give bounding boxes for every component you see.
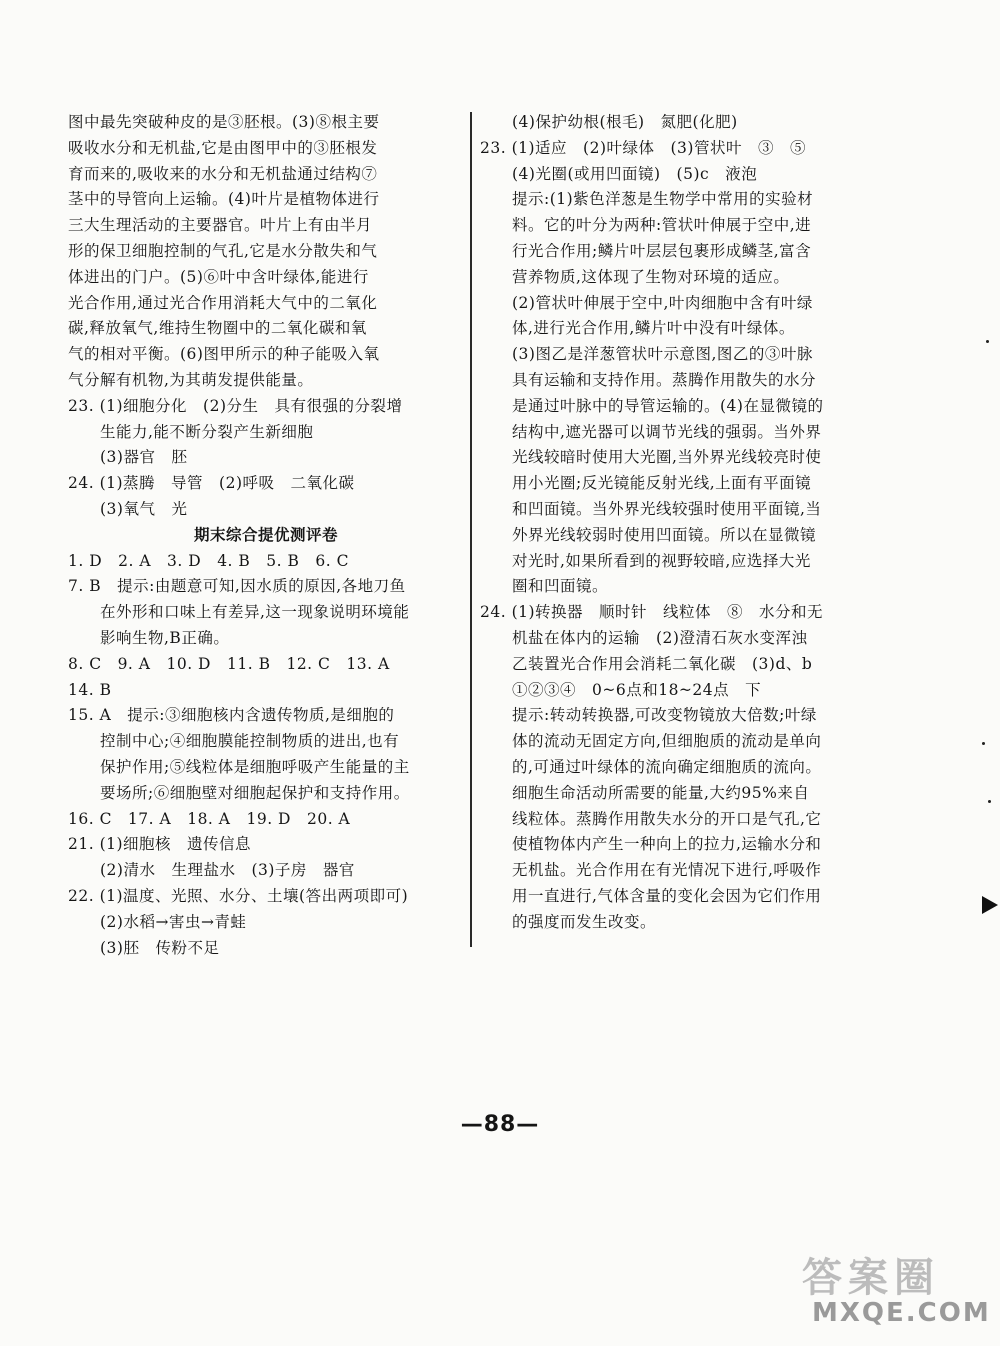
text-line: 形的保卫细胞控制的气孔,它是水分散失和气 (68, 241, 378, 260)
scan-speck (982, 742, 985, 745)
text-line: 无机盐。光合作用在有光情况下进行,呼吸作 (480, 861, 822, 880)
watermark-top-text: 答案圈 (802, 1255, 940, 1301)
left-column (68, 110, 464, 961)
text-line: (4)保护幼根(根毛) 氮肥(化肥) (480, 113, 738, 131)
text-line: 生能力,能不断分裂产生新细胞 (68, 422, 314, 441)
text-line: 22. (1)温度、光照、水分、土壤(答出两项即可) (68, 886, 409, 905)
column-divider (470, 112, 472, 947)
text-line: 控制中心;④细胞膜能控制物质的进出,也有 (68, 732, 400, 751)
text-line: 要场所;⑥细胞壁对细胞起保护和支持作用。 (68, 783, 410, 802)
text-line: 图中最先突破种皮的是③胚根。(3)⑧根主要 (68, 113, 380, 131)
text-line: (3)胚 传粉不足 (68, 938, 220, 957)
text-line: 体的流动无固定方向,但细胞质的流动是单向 (480, 732, 822, 751)
text-line: (3)器官 胚 (68, 448, 188, 467)
text-line: 具有运输和支持作用。蒸腾作用散失的水分 (480, 370, 817, 389)
text-line: 料。它的叶分为两种:管状叶伸展于空中,进 (480, 216, 812, 235)
text-line: 机盐在体内的运输 (2)澄清石灰水变浑浊 (480, 628, 808, 647)
text-line: 23. (1)细胞分化 (2)分生 具有很强的分裂增 (68, 396, 403, 415)
text-line: (4)光圈(或用凹面镜) (5)c 液泡 (480, 164, 758, 183)
text-line: 23. (1)适应 (2)叶绿体 (3)管状叶 ③ ⑤ (480, 138, 806, 157)
text-line: 细胞生命活动所需要的能量,大约95%来自 (480, 783, 810, 802)
text-line: 行光合作用;鳞片叶层层包裹形成鳞茎,富含 (480, 241, 812, 260)
text-line: 24. (1)蒸腾 导管 (2)呼吸 二氧化碳 (68, 474, 355, 493)
text-line: 对光时,如果所看到的视野较暗,应选择大光 (480, 551, 811, 570)
text-line: 体进出的门户。(5)⑥叶中含叶绿体,能进行 (68, 267, 369, 286)
text-line: 气的相对平衡。(6)图甲所示的种子能吸入氧 (68, 345, 380, 364)
text-line: 光线较暗时使用大光圈,当外界光线较亮时使 (480, 448, 822, 467)
watermark-logo (802, 1246, 991, 1336)
text-line: (2)清水 生理盐水 (3)子房 器官 (68, 861, 355, 880)
text-line: 8. C 9. A 10. D 11. B 12. C 13. A (68, 654, 390, 673)
text-line: 24. (1)转换器 顺时针 线粒体 ⑧ 水分和无 (480, 603, 824, 622)
text-line: 提示:转动转换器,可改变物镜放大倍数;叶绿 (480, 706, 817, 725)
text-line: 16. C 17. A 18. A 19. D 20. A (68, 809, 351, 828)
text-line: 是通过叶脉中的导管运输的。(4)在显微镜的 (480, 396, 824, 415)
text-line: ①②③④ 0~6点和18~24点 下 (480, 680, 762, 699)
text-line: 和凹面镜。当外界光线较强时使用平面镜,当 (480, 499, 822, 518)
text-line: 结构中,遮光器可以调节光线的强弱。当外界 (480, 422, 822, 441)
text-line: 圈和凹面镜。 (480, 577, 609, 596)
text-line: 用一直进行,气体含量的变化会因为它们作用 (480, 886, 822, 905)
text-line: (3)氧气 光 (68, 499, 188, 518)
page-number: —88— (460, 1112, 540, 1137)
scan-speck (988, 800, 991, 803)
text-line: 保护作用;⑤线粒体是细胞呼吸产生能量的主 (68, 757, 410, 776)
text-line: 7. B 提示:由题意可知,因水质的原因,各地刀鱼 (68, 577, 406, 596)
text-line: 气分解有机物,为其萌发提供能量。 (68, 370, 314, 389)
text-line: 三大生理活动的主要器官。叶片上有由半月 (68, 216, 373, 235)
text-line: 光合作用,通过光合作用消耗大气中的二氧化 (68, 293, 378, 312)
text-line: 的,可通过叶绿体的流向确定细胞质的流向。 (480, 757, 822, 776)
scan-speck (986, 340, 989, 343)
page-edge-mark (982, 896, 998, 914)
right-column (480, 110, 856, 936)
text-line: 使植物体内产生一种向上的拉力,运输水分和 (480, 835, 822, 854)
watermark-bottom-text: MXQE.COM (812, 1298, 991, 1328)
text-line: 15. A 提示:③细胞核内含遗传物质,是细胞的 (68, 706, 395, 725)
section-title: 期末综合提优测评卷 (193, 525, 338, 544)
text-line: 影响生物,B正确。 (68, 628, 230, 647)
text-line: 吸收水分和无机盐,它是由图甲中的③胚根发 (68, 138, 378, 157)
text-line: 碳,释放氧气,维持生物圈中的二氧化碳和氧 (68, 319, 367, 338)
text-line: 营养物质,这体现了生物对环境的适应。 (480, 267, 790, 286)
text-line: 外界光线较弱时使用凹面镜。所以在显微镜 (480, 525, 817, 544)
text-line: (3)图乙是洋葱管状叶示意图,图乙的③叶脉 (480, 345, 813, 364)
text-line: (2)管状叶伸展于空中,叶肉细胞中含有叶绿 (480, 293, 813, 312)
text-line: 茎中的导管向上运输。(4)叶片是植物体进行 (68, 190, 380, 209)
text-line: 1. D 2. A 3. D 4. B 5. B 6. C (68, 551, 349, 570)
text-line: 提示:(1)紫色洋葱是生物学中常用的实验材 (480, 190, 814, 209)
text-line: 21. (1)细胞核 遗传信息 (68, 835, 252, 854)
text-line: 乙装置光合作用会消耗二氧化碳 (3)d、b (480, 654, 813, 673)
text-line: 育而来的,吸收来的水分和无机盐通过结构⑦ (68, 164, 378, 183)
text-line: 线粒体。蒸腾作用散失水分的开口是气孔,它 (480, 809, 822, 828)
text-line: 体,进行光合作用,鳞片叶中没有叶绿体。 (480, 319, 795, 338)
text-line: 的强度而发生改变。 (480, 912, 657, 931)
text-line: 在外形和口味上有差异,这一现象说明环境能 (68, 603, 410, 622)
text-line: 用小光圈;反光镜能反射光线,上面有平面镜 (480, 474, 812, 493)
text-line: (2)水稻→害虫→青蛙 (68, 912, 247, 931)
text-line: 14. B (68, 680, 112, 699)
